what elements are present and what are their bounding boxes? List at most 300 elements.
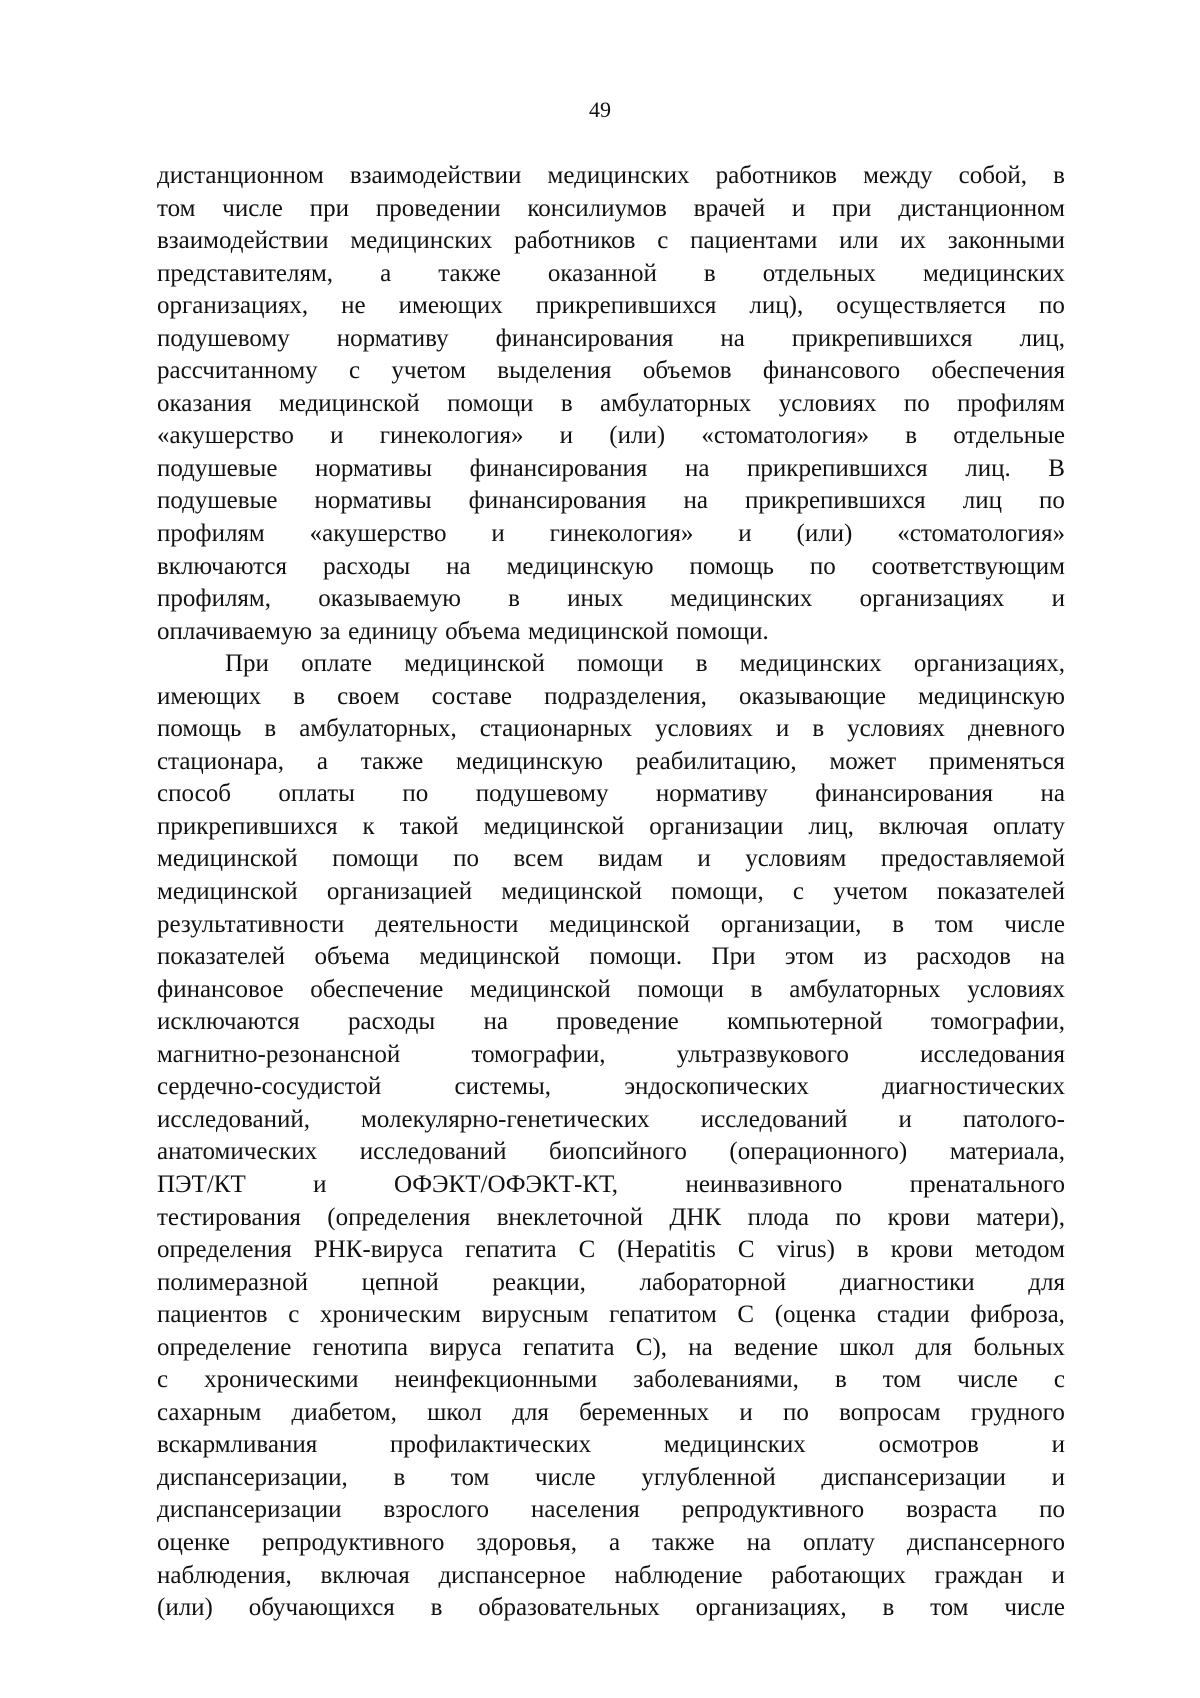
word: для [1028,1268,1065,1296]
word: в [508,585,520,613]
word: С), [635,1333,667,1361]
word: магнитно-резонансной [157,1040,401,1068]
word: по [903,389,930,417]
word: (или) [609,422,666,450]
text-line [157,616,1065,649]
word: фиброза, [970,1301,1065,1329]
word: врачей [693,194,766,222]
text-line [157,323,1065,356]
word: прикрепившихся [791,324,973,352]
word: реабилитацию, [635,747,797,775]
paragraph [157,160,1065,648]
word: видам [597,845,663,873]
word: в [812,715,825,743]
word: на [688,1333,713,1361]
word: ведение [734,1333,819,1361]
word: (операционного) [729,1138,908,1166]
word: для [915,1333,953,1361]
word: организациях [859,585,1005,613]
text-line [157,1462,1065,1495]
word: в [892,910,905,938]
word: финансовое [157,975,284,1003]
word: вирусным [481,1301,589,1329]
word: системы, [454,1073,551,1101]
word: условиям [745,845,847,873]
word: прикрепившихся [157,812,338,840]
word: в [293,682,305,710]
word: а [608,1528,621,1556]
word: лиц. [965,454,1011,482]
word: отдельные [953,422,1065,450]
text-line [157,193,1065,226]
word: включаются [157,552,287,580]
word: подушевому [475,780,609,808]
word: результативности [157,910,345,938]
word: населения [530,1496,640,1524]
word: помощи [637,975,724,1003]
word: углубленной [641,1463,776,1491]
word: организациях, [157,292,309,320]
text-line [157,225,1065,258]
word: подушевые [157,454,278,482]
word: включая [878,812,969,840]
word: и [898,1105,912,1133]
word: помощи [577,650,664,678]
word: работников [715,162,837,189]
word: в [393,1463,406,1491]
word: диспансерного [906,1528,1065,1556]
word: пациентов [157,1301,268,1329]
word: может [829,747,897,775]
word: подушевые [157,487,278,515]
word: компьютерной [727,1008,883,1036]
word: том [157,194,196,222]
text-line [157,746,1065,779]
word: биопсийного [549,1138,687,1166]
word: молекулярно-генетических [361,1105,650,1133]
word: с [157,1366,169,1394]
word: диспансеризации [821,1463,1006,1491]
word: проведение [556,1008,679,1036]
text-line [157,1136,1065,1169]
word: взаимодействии [157,227,329,255]
word: включая [320,1561,410,1589]
word: (оценка [774,1301,857,1329]
word: и [791,194,806,222]
text-line [157,974,1065,1007]
text-line [157,551,1065,584]
word: учетом [391,357,466,385]
word: взрослого [383,1496,490,1524]
word: в [264,715,277,743]
text-line [157,1071,1065,1104]
word: исследования [920,1040,1065,1068]
word: сахарным [157,1398,262,1426]
text-line [157,1039,1065,1072]
word: томографии, [471,1040,606,1068]
text-line [157,778,1065,811]
word: образовательных [478,1594,660,1622]
text-line [157,1364,1065,1397]
word: хроническими [204,1366,359,1394]
word: предоставляемой [880,845,1065,873]
word: нормативу [655,780,768,808]
word: возраста [906,1496,998,1524]
word: гепатита [465,1236,557,1264]
word: нормативы [314,487,432,515]
word: осмотров [878,1431,979,1459]
word: осуществляется [836,292,1006,320]
text-line [157,518,1065,551]
word: этом [784,943,835,971]
word: медицинской [419,943,561,971]
word: В [1048,454,1065,482]
text-line [157,1397,1065,1430]
word: медицинской [483,812,625,840]
word: расходы [347,1008,436,1036]
word: ДНК [669,1203,722,1231]
word: оказывающие [738,682,886,710]
word: из [863,943,887,971]
word: в [430,1594,443,1622]
word: медицинскую [506,552,654,580]
word: условиях [778,389,877,417]
word: и [738,520,752,548]
text-line [157,1560,1065,1593]
word: хроническим [319,1301,461,1329]
word: в [834,1366,847,1394]
word: При [225,650,269,678]
word: расходы [322,552,411,580]
word: крови [887,1203,951,1231]
word: репродуктивного [681,1496,865,1524]
text-line [157,355,1065,388]
word: прикрепившихся [535,292,717,320]
word: пренатального [909,1170,1065,1198]
word: диспансерное [438,1561,586,1589]
word: подушевому [157,324,290,352]
word: профилям [157,520,265,548]
word: на [483,1008,508,1036]
word: РНК-вируса [313,1236,444,1264]
word: помощи [447,389,534,417]
word: медицинских [739,650,882,678]
word: медицинских [547,162,690,189]
text-line [157,1202,1065,1235]
word: и [1051,1463,1065,1491]
word: взаимодействии [349,162,522,189]
text-line [157,1006,1065,1039]
word: медицинскую [918,682,1065,710]
word: также [438,259,501,287]
word: в [560,389,573,417]
word: анатомических [157,1138,318,1166]
word: медицинских [663,1431,806,1459]
word: медицинских [350,227,493,255]
word: оказания [157,389,252,417]
word: граждан [934,1561,1023,1589]
word: (или) [796,520,853,548]
word: стационара, [157,747,285,775]
word: имеющих [157,682,262,710]
word: по [782,1398,809,1426]
word: том [882,1366,922,1394]
word: при [309,194,349,222]
word: медицинскую [456,747,603,775]
word: диспансеризации [157,1496,342,1524]
word: их [900,227,927,255]
word: составе [431,682,513,710]
word: в [695,650,708,678]
word: плода [747,1203,810,1231]
word: полимеразной [157,1268,309,1296]
word: лабораторной [639,1268,787,1296]
word: на [746,1528,772,1556]
word: помощь [689,552,774,580]
word: ОФЭКТ/ОФЭКТ-КТ, [393,1170,619,1198]
word: с [1053,1366,1065,1394]
word: стадии [876,1301,950,1329]
word: финансирования [495,324,674,352]
word: на [683,487,708,515]
word: сердечно-сосудистой [157,1073,382,1101]
word: помощь [157,715,242,743]
word: том [930,1594,969,1622]
word: прикрепившихся [747,454,928,482]
word: условиях [655,715,753,743]
word: такой [399,812,459,840]
word: дневного [967,715,1065,743]
word: томографии, [930,1008,1065,1036]
word: финансирования [469,454,648,482]
word: школ [427,1398,482,1426]
word: организациях, [913,650,1065,678]
word: иных [567,585,624,613]
word: амбулаторных [789,975,941,1003]
word: выделения [497,357,612,385]
text-line [157,160,1065,193]
word: лиц, [1019,324,1065,352]
word: в [1053,162,1065,189]
word: ПЭТ/КТ [157,1170,246,1198]
text-line [157,811,1065,844]
word: и [739,1398,753,1426]
word: в [750,975,763,1003]
word: и [491,520,505,548]
word: деятельности [375,910,519,938]
word: реакции, [492,1268,586,1296]
word: диагностических [882,1073,1065,1101]
word: и [313,1170,327,1198]
word: консилиумов [527,194,667,222]
word: амбулаторных, [299,715,457,743]
word: амбулаторных [600,389,752,417]
word: наблюдения, [157,1561,292,1589]
word: грудного [970,1398,1065,1426]
word: по [1039,292,1065,320]
word: способ [157,780,231,808]
text-line [157,1169,1065,1202]
text-line [157,876,1065,909]
word: исследований, [157,1105,310,1133]
word: в [905,422,918,450]
word: организации, [720,910,862,938]
word: диагностики [839,1268,975,1296]
word: с [288,1301,300,1329]
word: «стоматология» [897,520,1065,548]
word: за [319,617,341,645]
word: лиц), [749,292,804,320]
word: обучающихся [248,1594,395,1622]
text-line [157,583,1065,616]
word: а [316,747,328,775]
word: цепной [361,1268,439,1296]
word: крови [890,1236,954,1264]
word: на [684,454,710,482]
word: медицинской [278,389,420,417]
word: при [832,194,872,222]
word: дистанционном [898,194,1065,222]
word: исключаются [157,1008,300,1036]
word: единицу [348,617,438,645]
word: исследований [700,1105,848,1133]
word: диспансеризации, [157,1463,348,1491]
word: по [835,1203,862,1231]
paragraph [157,648,1065,1624]
word: условиях [847,715,945,743]
word: больных [973,1333,1065,1361]
text-line [157,1332,1065,1365]
word: и [697,845,711,873]
word: рассчитанному [157,357,318,385]
word: профилям, [157,585,272,613]
word: и [1051,585,1065,613]
word: медицинской [157,845,298,873]
text-line [157,1234,1065,1267]
word: школ [839,1333,895,1361]
page-number: 49 [589,97,611,122]
word: представителям, [157,259,334,287]
word: обеспечение [310,975,444,1003]
word: матери), [976,1203,1065,1231]
word: в [882,1594,895,1622]
word: финансирования [468,487,647,515]
word: условиях [967,975,1065,1003]
word: по [809,552,836,580]
word: гепатита [522,1333,615,1361]
word: по [453,845,479,873]
word: имеющих [398,292,503,320]
word: соответствующим [871,552,1065,580]
word: медицинской [527,617,669,645]
word: помощи. [589,943,683,971]
word: лиц, [808,812,854,840]
word: оплате [301,650,372,678]
word: объемов [642,357,732,385]
word: законными [947,227,1065,255]
word: оплату [993,812,1065,840]
word: наблюдение [614,1561,743,1589]
word: материала, [949,1138,1065,1166]
word: неинфекционными [394,1366,598,1394]
text-line [157,681,1065,714]
word: (или) [157,1594,213,1622]
word: по [402,780,429,808]
word: патолого- [962,1105,1065,1133]
text-line [157,1592,1065,1625]
word: медицинской [470,975,611,1003]
word: беременных [579,1398,710,1426]
word: диабетом, [291,1398,397,1426]
word: исследований [359,1138,507,1166]
word: числе [957,1366,1018,1394]
word: в [856,1236,869,1264]
word: оценке [157,1528,230,1556]
word: здоровья, [476,1528,577,1556]
text-line [157,1494,1065,1527]
word: своем [337,682,400,710]
word: медицинских [670,585,813,613]
word: обеспечения [931,357,1065,385]
word: С [737,1301,755,1329]
word: нормативы [315,454,433,482]
text-line [157,941,1065,974]
word: гинекология» [549,520,694,548]
word: медицинской [404,650,545,678]
word: пациентами [690,227,818,255]
word: организациях, [695,1594,847,1622]
word: с [348,357,361,385]
word: отдельных [762,259,876,287]
word: числе [1004,1594,1065,1622]
word: медицинской [549,910,690,938]
word: С [578,1236,596,1264]
word: на [1040,943,1065,971]
word: по [1039,1496,1065,1524]
text-line [157,1429,1065,1462]
word: профилям [957,389,1065,417]
word: с [657,227,669,255]
word: и [1051,1561,1065,1589]
text-line [157,1104,1065,1137]
word: или [839,227,879,255]
word: неинвазивного [685,1170,843,1198]
text-line [157,258,1065,291]
word: лиц [962,487,1002,515]
word: и [330,422,344,450]
text-line [157,290,1065,323]
word: стационарных [479,715,633,743]
word: числе [222,194,283,222]
word: (определения [327,1203,471,1231]
text-line [157,420,1065,453]
word: работающих [771,1561,906,1589]
word: работников [514,227,636,255]
word: помощи. [676,617,769,645]
word: объема [445,617,521,645]
word: генотипа [312,1333,409,1361]
word: на [720,324,745,352]
word: а [380,259,392,287]
word: (Hepatitis [617,1236,716,1264]
word: между [863,162,933,189]
word: всем [513,845,564,873]
word: числе [535,1463,596,1491]
word: определения [157,1236,292,1264]
word: «стоматология» [701,422,870,450]
word: определение [157,1333,292,1361]
word: объема [314,943,390,971]
